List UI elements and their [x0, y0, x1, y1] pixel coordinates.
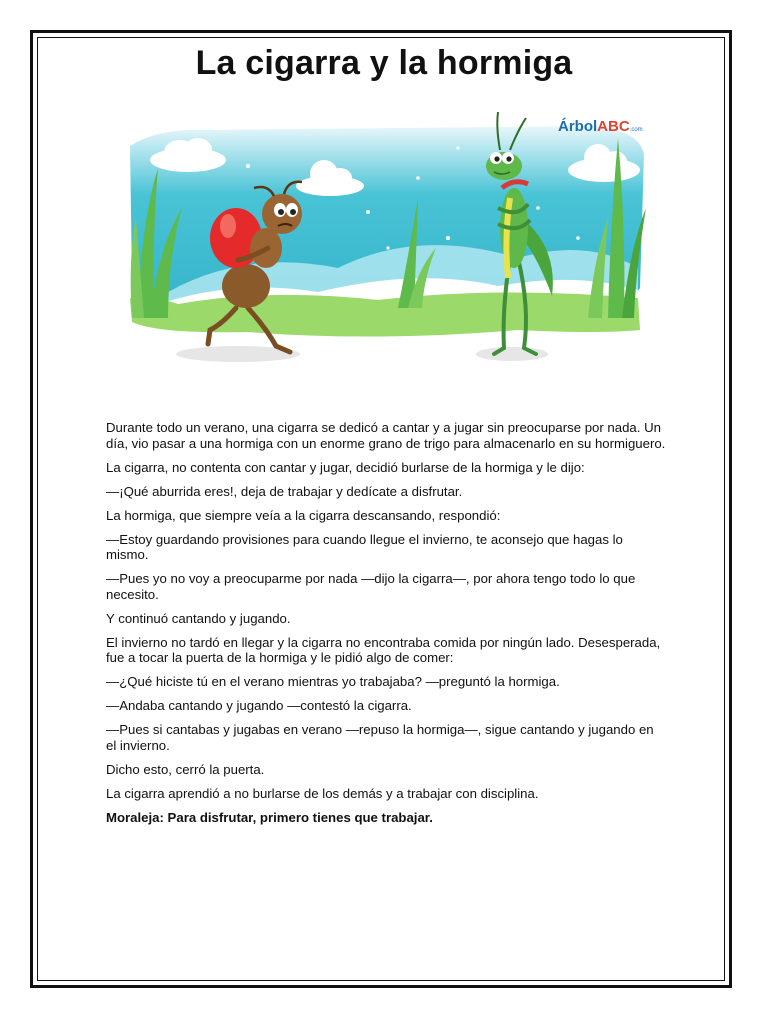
paragraph: —Pues yo no voy a preocuparme por nada —dijo la cigarra—, por ahora tengo todo lo que necesito. — [106, 571, 636, 602]
arbol-abc-logo: ÁrbolABC.com — [558, 118, 643, 135]
story-illustration — [118, 108, 654, 380]
paragraph: —Pues si cantabas y jugabas en verano —repuso la hormiga—, sigue cantando y jugando en el invierno. — [106, 722, 654, 753]
paragraph: —Estoy guardando provisiones para cuando llegue el invierno, te aconsejo que hagas lo mismo. — [106, 531, 623, 562]
paragraph: La hormiga, que siempre veía a la cigarra descansando, respondió: — [106, 507, 501, 523]
paragraph: Dicho esto, cerró la puerta. — [106, 761, 265, 777]
paragraph: Y continuó cantando y jugando. — [106, 610, 291, 626]
paragraph: El invierno no tardó en llegar y la cigarra no encontraba comida por ningún lado. Desesperada, fue a tocar la puerta de la hormiga y le pidió algo de comer: — [106, 634, 661, 665]
paragraph: —¿Qué hiciste tú en el verano mientras yo trabajaba? —preguntó la hormiga. — [106, 674, 560, 689]
paragraph: Durante todo un verano, una cigarra se dedicó a cantar y a jugar sin preocuparse por nada. Un día, vio pasar a una hormiga con un enorme grano de trigo para almacenarlo en su hormiguero. — [106, 420, 666, 451]
story-text — [106, 420, 666, 834]
paragraph: La cigarra, no contenta con cantar y jugar, decidió burlarse de la hormiga y le dijo: — [106, 459, 585, 475]
story-title: La cigarra y la hormiga — [195, 44, 573, 82]
paragraph: La cigarra aprendió a no burlarse de los demás y a trabajar con disciplina. — [106, 785, 539, 801]
moral: Moraleja: Para disfrutar, primero tienes que trabajar. — [106, 809, 433, 825]
paragraph: —¡Qué aburrida eres!, deja de trabajar y dedícate a disfrutar. — [106, 483, 463, 499]
paragraph: —Andaba cantando y jugando —contestó la cigarra. — [106, 698, 412, 713]
